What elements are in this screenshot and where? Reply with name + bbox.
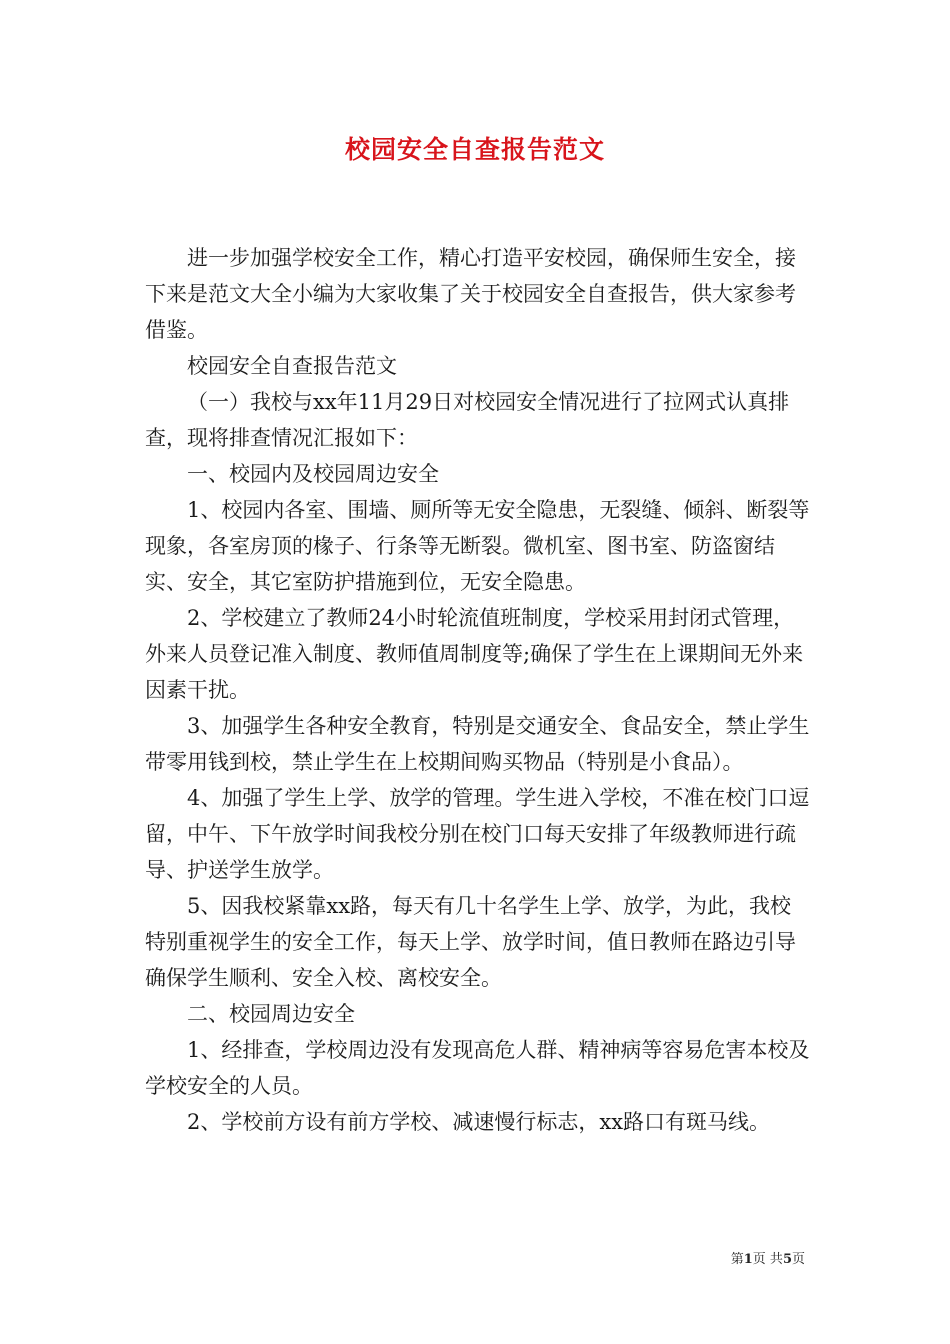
footer-total-pages: 5 (782, 1252, 792, 1267)
paragraph-intro: 进一步加强学校安全工作，精心打造平安校园，确保师生安全，接下来是范文大全小编为大家收集了关于校园安全自查报告，供大家参考借鉴。 (145, 246, 796, 342)
document-body (145, 240, 810, 1140)
section-heading-1: 一、校园内及校园周边安全 (187, 462, 439, 486)
paragraph-item-3: 3、加强学生各种安全教育，特别是交通安全、食品安全，禁止学生带零用钱到校，禁止学生在上校期间购买物品（特别是小食品）。 (145, 714, 810, 774)
document-title: 校园安全自查报告范文 (344, 135, 605, 164)
paragraph-item-4: 4、加强了学生上学、放学的管理。学生进入学校，不准在校门口逗留，中午、下午放学时间我校分别在校门口每天安排了年级教师进行疏导、护送学生放学。 (145, 786, 810, 882)
footer-middle: 页 共 (752, 1252, 783, 1267)
footer-suffix: 页 (791, 1252, 805, 1267)
paragraph-item-2-2: 2、学校前方设有前方学校、减速慢行标志，xx路口有斑马线。 (187, 1110, 771, 1134)
section-heading-2: 二、校园周边安全 (187, 1002, 355, 1026)
paragraph-overview: （一）我校与xx年11月29日对校园安全情况进行了拉网式认真排查，现将排查情况汇报如下： (145, 390, 790, 450)
paragraph-item-2-1: 1、经排查，学校周边没有发现高危人群、精神病等容易危害本校及学校安全的人员。 (145, 1038, 810, 1098)
paragraph-item-2: 2、学校建立了教师24小时轮流值班制度，学校采用封闭式管理，外来人员登记准入制度、教师值周制度等;确保了学生在上课期间无外来因素干扰。 (145, 606, 804, 702)
paragraph-item-5: 5、因我校紧靠xx路，每天有几十名学生上学、放学，为此，我校特别重视学生的安全工作，每天上学、放学时间，值日教师在路边引导确保学生顺利、安全入校、离校安全。 (145, 894, 796, 990)
page-number-footer (731, 1248, 805, 1267)
paragraph-subtitle: 校园安全自查报告范文 (187, 354, 397, 378)
footer-current-page: 1 (743, 1252, 753, 1267)
footer-prefix: 第 (730, 1252, 744, 1267)
paragraph-item-1: 1、校园内各室、围墙、厕所等无安全隐患，无裂缝、倾斜、断裂等现象，各室房顶的椽子、行条等无断裂。微机室、图书室、防盗窗结实、安全，其它室防护措施到位，无安全隐患。 (145, 498, 810, 594)
